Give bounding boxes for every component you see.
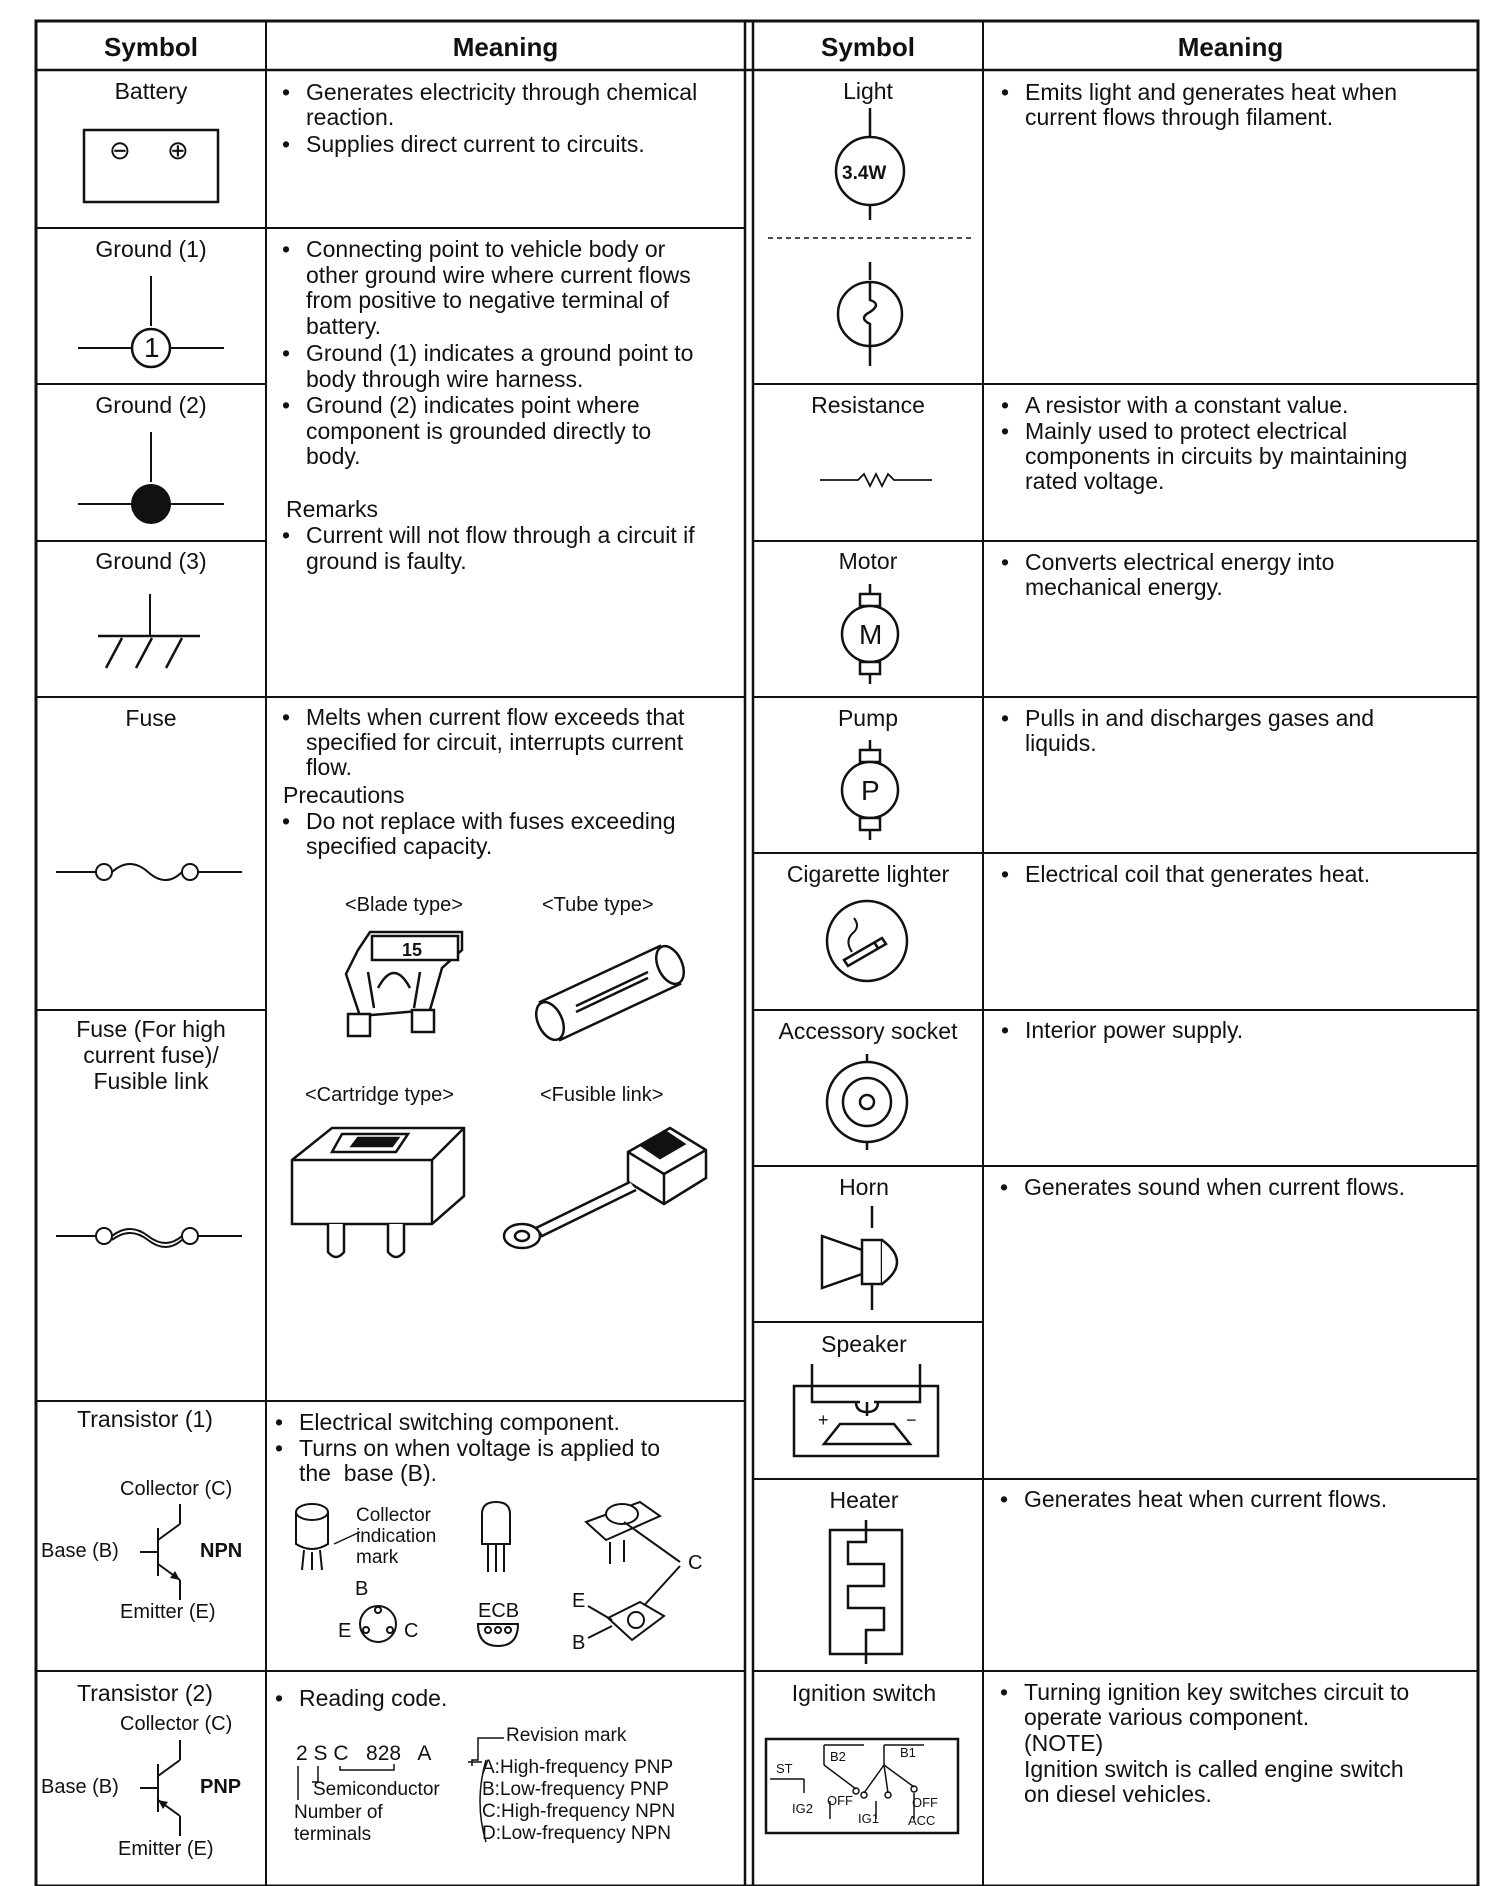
ground-remarks-label: Remarks [286,496,379,522]
socket-meaning-1: • Interior power supply. [1001,1017,1244,1043]
fuse-high-name: Fuse (For high current fuse)/ Fusible link [76,1016,226,1094]
fuse-precaution-1: • Do not replace with fuses exceeding specified capacity. [282,808,676,859]
ignition-note-text: Ignition switch is called engine switch on diesel vehicles. [1024,1756,1404,1807]
number-of-terminals-label: Number of terminals [294,1802,383,1845]
motor-letter: M [859,619,883,650]
transistor1-emitter: Emitter (E) [120,1601,216,1623]
ign-ig1: IG1 [858,1811,879,1826]
ign-ig2: IG2 [792,1801,813,1816]
speaker-minus: − [906,1410,917,1430]
resistance-name: Resistance [811,392,925,418]
battery-meaning-2: • Supplies direct current to circuits. [282,131,645,157]
ground-meaning-2: • Ground (1) indicates a ground point to body through wire harness. [282,340,694,392]
lighter-meaning-1: • Electrical coil that generates heat. [1001,861,1371,887]
transistor1-name: Transistor (1) [77,1406,213,1432]
code-b: B:Low-frequency PNP [482,1779,669,1800]
socket-name: Accessory socket [778,1018,958,1044]
tube-type-label: <Tube type> [542,894,654,916]
transistor-code: 2 S C 828 A [296,1742,432,1765]
ground2-name: Ground (2) [95,392,207,418]
motor-name: Motor [838,548,898,574]
ground-remark-1: • Current will not flow through a circuit if ground is faulty. [282,522,695,574]
battery-minus: ⊖ [109,135,131,165]
pinout-c: C [404,1620,419,1642]
pinout-b: B [355,1578,369,1600]
ignition-meaning-1: • Turning ignition key switches circuit to operate various component. [1000,1679,1410,1730]
fuse-meaning-1: • Melts when current flow exceeds that specified for circuit, interrupts current flow. [282,704,685,780]
power-transistor-b: B [572,1632,586,1654]
battery-icon [82,128,222,204]
code-a: A:High-frequency PNP [482,1757,674,1778]
code-callout-lines [294,1732,506,1842]
ign-acc: ACC [908,1813,936,1828]
transistor2-collector: Collector (C) [120,1713,233,1735]
transistor1-base: Base (B) [41,1540,119,1562]
ign-b2: B2 [830,1749,846,1764]
resistor-icon [820,470,932,490]
fuse-name: Fuse [125,705,177,731]
fusible-link-label: <Fusible link> [540,1084,664,1106]
heater-meaning-1: • Generates heat when current flows. [1000,1486,1388,1512]
ign-st: ST [776,1761,793,1776]
transistor1-meaning-2: • Turns on when voltage is applied to the base (B). [275,1435,660,1486]
code-d: D:Low-frequency NPN [482,1823,672,1844]
blade-type-label: <Blade type> [345,894,463,916]
pinout-e: E [338,1620,352,1642]
ground3-name: Ground (3) [95,548,207,574]
ign-b1: B1 [900,1745,916,1760]
transistor1-collector: Collector (C) [120,1478,233,1500]
ground2-icon [76,432,226,532]
fuse-precautions-label: Precautions [283,782,405,808]
transistor2-meaning-1: • Reading code. [275,1685,448,1711]
power-transistor-c: C [688,1552,703,1574]
pump-letter: P [861,775,880,806]
header-symbol: Symbol [104,32,198,62]
ignition-note-label: (NOTE) [1024,1730,1104,1756]
heater-name: Heater [829,1487,899,1513]
flat-transistor-icon [478,1500,518,1580]
motor-meaning-1: • Converts electrical energy into mechanical energy. [1001,549,1335,600]
header-meaning-right: Meaning [1177,32,1284,62]
ground-meaning-1: • Connecting point to vehicle body or other ground wire where current flows from positive to negative terminal of battery. [282,236,691,339]
ground-meaning-3: • Ground (2) indicates point where component is grounded directly to body. [282,392,652,469]
revision-mark-label: Revision mark [506,1725,627,1746]
code-c: C:High-frequency NPN [482,1801,676,1822]
cartridge-type-label: <Cartridge type> [305,1084,454,1106]
speaker-icon [790,1364,942,1460]
transistor1-type: NPN [200,1540,243,1562]
transistor1-meaning-1: • Electrical switching component. [275,1409,620,1435]
transistor2-base: Base (B) [41,1776,119,1798]
light-name: Light [843,78,893,104]
resistance-meaning-2: • Mainly used to protect electrical components in circuits by maintaining rated voltage. [1001,418,1408,494]
light-rating: 3.4W [842,163,887,184]
transistor2-type: PNP [200,1776,242,1798]
npn-transistor-icon [138,1504,198,1600]
horn-meaning-1: • Generates sound when current flows. [1000,1174,1405,1200]
pinout-circle-icon [354,1600,404,1650]
ign-off-1: OFF [827,1793,853,1808]
pump-meaning-1: • Pulls in and discharges gases and liquids. [1001,705,1375,756]
collector-indication-mark: Collector indication mark [356,1505,437,1568]
ground1-mark: 1 [144,332,160,363]
cartridge-fuse-icon [288,1124,478,1264]
pinout-half-icon [474,1620,524,1650]
blade-fuse-number: 15 [402,940,423,960]
speaker-name: Speaker [821,1331,907,1357]
horn-name: Horn [839,1174,889,1200]
fusible-link-icon [500,1124,710,1254]
transistor2-emitter: Emitter (E) [118,1838,214,1860]
tube-fuse-icon [530,932,708,1042]
power-transistor-e: E [572,1590,586,1612]
header-meaning: Meaning [452,32,559,62]
heater-icon [826,1520,906,1664]
collector-mark-pointer [330,1530,362,1550]
accessory-socket-icon [824,1054,910,1150]
ignition-name: Ignition switch [791,1680,937,1706]
resistance-meaning-1: • A resistor with a constant value. [1001,392,1349,418]
pnp-transistor-icon [138,1740,198,1836]
cigarette-lighter-icon [824,898,910,984]
fuse-icon [56,852,242,892]
battery-meaning-1: • Generates electricity through chemical reaction. [282,79,698,130]
battery-plus: ⊕ [167,135,189,165]
pinout-ecb: ECB [478,1600,520,1622]
blade-fuse-icon [330,928,470,1046]
horn-icon [818,1206,918,1310]
bulb-filament-icon [830,262,910,366]
fusible-link-symbol-icon [56,1216,242,1256]
ground1-name: Ground (1) [95,236,207,262]
header-symbol-right: Symbol [821,32,915,62]
battery-name: Battery [114,78,188,104]
ground3-icon [92,594,202,674]
speaker-plus: + [818,1410,829,1430]
lighter-name: Cigarette lighter [786,861,950,887]
transistor2-name: Transistor (2) [77,1680,213,1706]
ign-off-2: OFF [912,1795,938,1810]
semiconductor-label: Semiconductor [313,1779,440,1800]
pump-name: Pump [837,705,899,731]
light-meaning-1: • Emits light and generates heat when current flows through filament. [1001,79,1398,130]
